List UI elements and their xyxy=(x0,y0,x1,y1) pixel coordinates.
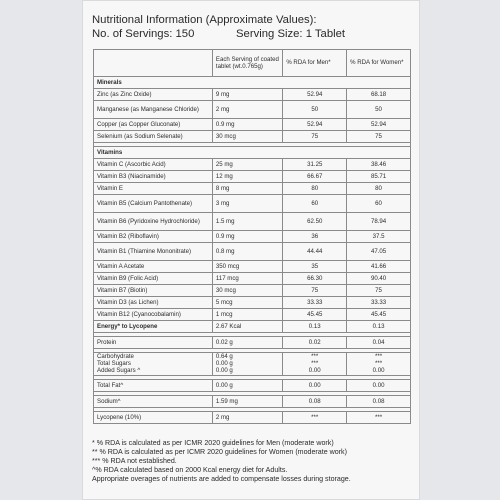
row-amount: 0.8 mg xyxy=(212,243,282,261)
row-amount: 0.00 g xyxy=(212,379,282,391)
table-header-row xyxy=(94,50,411,77)
footnote: *** % RDA not established. xyxy=(92,456,177,465)
row-name: Vitamin D3 (as Lichen) xyxy=(94,297,213,309)
row-rda-women: *** xyxy=(375,360,383,368)
row-amount: 9 mg xyxy=(212,89,282,101)
row-rda-women: 68.18 xyxy=(347,89,411,101)
row-rda-men: 75 xyxy=(283,285,347,297)
row-rda-women: 0.00 xyxy=(372,367,385,375)
footnotes xyxy=(92,439,351,484)
section-vitamins: Vitamins xyxy=(94,147,411,159)
row-amount: 30 mcg xyxy=(212,131,282,143)
row-rda-women: 41.66 xyxy=(347,261,411,273)
row-rda-men: 31.25 xyxy=(283,159,347,171)
row-rda-men: 36 xyxy=(283,231,347,243)
row-rda-men: 0.00 xyxy=(283,379,347,391)
servings-count: No. of Servings: 150 xyxy=(92,28,195,40)
row-amount: 0.00 g xyxy=(215,360,233,368)
row-name-group xyxy=(94,353,213,376)
row-rda-men: 0.13 xyxy=(283,321,347,333)
row-rda-women: 75 xyxy=(347,131,411,143)
table-row xyxy=(94,285,411,297)
row-rda-men: 44.44 xyxy=(283,243,347,261)
label-header xyxy=(92,13,345,41)
row-rda-men: 0.00 xyxy=(308,367,321,375)
row-amount: 0.9 mg xyxy=(212,231,282,243)
row-amount: 2 mg xyxy=(212,101,282,119)
row-name: Manganese (as Manganese Chloride) xyxy=(94,101,213,119)
row-rda-men: 0.02 xyxy=(283,337,347,349)
row-name: Energy* to Lycopene xyxy=(94,321,213,333)
table-row xyxy=(94,101,411,119)
row-name: Vitamin B9 (Folic Acid) xyxy=(94,273,213,285)
row-name: Vitamin B1 (Thiamine Mononitrate) xyxy=(94,243,213,261)
row-rda-men: 80 xyxy=(283,183,347,195)
row-rda-women: 45.45 xyxy=(347,309,411,321)
row-rda-women: *** xyxy=(347,411,411,423)
row-rda-men: 52.94 xyxy=(283,119,347,131)
row-amount: 0.9 mg xyxy=(212,119,282,131)
row-rda-women: 90.40 xyxy=(347,273,411,285)
row-rda-women: 75 xyxy=(347,285,411,297)
row-rda-men: 33.33 xyxy=(283,297,347,309)
row-amount: 25 mg xyxy=(212,159,282,171)
table-row xyxy=(94,213,411,231)
row-rda-men: 45.45 xyxy=(283,309,347,321)
row-rda-men: *** xyxy=(283,411,347,423)
row-amount: 0.00 g xyxy=(215,367,233,375)
row-name: Vitamin B2 (Riboflavin) xyxy=(94,231,213,243)
row-name: Vitamin B12 (Cyanocobalamin) xyxy=(94,309,213,321)
row-rda-women: 80 xyxy=(347,183,411,195)
table-row-carbohydrate xyxy=(94,353,411,376)
row-rda-women: 47.05 xyxy=(347,243,411,261)
row-rda-women: 38.46 xyxy=(347,159,411,171)
row-rda-men: 66.67 xyxy=(283,171,347,183)
row-amount: 5 mcg xyxy=(212,297,282,309)
serving-size: Serving Size: 1 Tablet xyxy=(236,28,346,40)
row-amount-group xyxy=(212,353,282,376)
row-name: Vitamin E xyxy=(94,183,213,195)
row-rda-men: 75 xyxy=(283,131,347,143)
row-name: Total Fat^ xyxy=(94,379,213,391)
row-rda-women: 0.00 xyxy=(347,379,411,391)
footnote: Appropriate overages of nutrients are added to compensate losses during storage. xyxy=(92,474,351,483)
row-rda-men: 60 xyxy=(283,195,347,213)
row-name: Vitamin B6 (Pyridoxine Hydrochloride) xyxy=(94,213,213,231)
table-row xyxy=(94,171,411,183)
row-amount: 1 mcg xyxy=(212,309,282,321)
table-row xyxy=(94,261,411,273)
row-amount: 3 mg xyxy=(212,195,282,213)
header-serving: Each Serving of coated tablet (wt.0.765g) xyxy=(212,50,282,77)
header-rda-men: % RDA for Men* xyxy=(283,50,347,77)
minerals-rows xyxy=(94,89,411,143)
row-rda-men: 52.94 xyxy=(283,89,347,101)
row-name: Added Sugars ^ xyxy=(97,367,141,375)
row-rda-women: 0.08 xyxy=(347,395,411,407)
table-row xyxy=(94,309,411,321)
table-row xyxy=(94,183,411,195)
row-rda-women: 78.94 xyxy=(347,213,411,231)
row-name: Carbohydrate xyxy=(97,353,134,360)
table-row xyxy=(94,131,411,143)
row-name: Vitamin C (Ascorbic Acid) xyxy=(94,159,213,171)
row-name: Vitamin B7 (Biotin) xyxy=(94,285,213,297)
row-rda-women: 0.13 xyxy=(347,321,411,333)
row-name: Copper (as Copper Gluconate) xyxy=(94,119,213,131)
row-amount: 0.02 g xyxy=(212,337,282,349)
header-rda-women: % RDA for Women* xyxy=(347,50,411,77)
row-name: Vitamin A Acetate xyxy=(94,261,213,273)
row-name: Selenium (as Sodium Selenate) xyxy=(94,131,213,143)
table-row xyxy=(94,119,411,131)
row-rda-women: 33.33 xyxy=(347,297,411,309)
table-row-lycopene xyxy=(94,411,411,423)
footnote: * % RDA is calculated as per ICMR 2020 guidelines for Men (moderate work) xyxy=(92,439,334,447)
row-name: Protein xyxy=(94,337,213,349)
row-amount: 8 mg xyxy=(212,183,282,195)
row-rda-women: 85.71 xyxy=(347,171,411,183)
row-rda-men: *** xyxy=(311,360,319,368)
row-amount: 2 mg xyxy=(212,411,282,423)
row-name: Lycopene (10%) xyxy=(94,411,213,423)
section-minerals: Minerals xyxy=(94,77,411,89)
row-rda-women: 60 xyxy=(347,195,411,213)
table-row xyxy=(94,195,411,213)
row-rda-women-group xyxy=(347,353,411,376)
row-name: Total Sugars xyxy=(97,360,131,368)
row-rda-women: 0.04 xyxy=(347,337,411,349)
row-rda-men: 0.08 xyxy=(283,395,347,407)
table-row xyxy=(94,273,411,285)
row-amount: 0.64 g xyxy=(215,353,233,360)
row-rda-men: 50 xyxy=(283,101,347,119)
row-amount: 1.59 mg xyxy=(212,395,282,407)
row-rda-women: 50 xyxy=(347,101,411,119)
header-blank xyxy=(94,50,213,77)
row-name: Zinc (as Zinc Oxide) xyxy=(94,89,213,101)
footnote: ^% RDA calculated based on 2000 Kcal energy diet for Adults. xyxy=(92,465,288,474)
row-rda-women: 52.94 xyxy=(347,119,411,131)
row-name: Sodium^ xyxy=(94,395,213,407)
row-amount: 30 mcg xyxy=(212,285,282,297)
row-amount: 117 mcg xyxy=(212,273,282,285)
row-rda-men: 66.30 xyxy=(283,273,347,285)
nutrition-label-card xyxy=(82,0,420,500)
table-row xyxy=(94,159,411,171)
table-row-protein xyxy=(94,337,411,349)
row-rda-men: 62.50 xyxy=(283,213,347,231)
row-rda-women: *** xyxy=(375,353,383,360)
table-row-energy xyxy=(94,321,411,333)
table-row xyxy=(94,231,411,243)
row-rda-men: *** xyxy=(311,353,319,360)
row-name: Vitamin B3 (Niacinamide) xyxy=(94,171,213,183)
table-row xyxy=(94,297,411,309)
row-name: Vitamin B5 (Calcium Pantothenate) xyxy=(94,195,213,213)
row-rda-men: 35 xyxy=(283,261,347,273)
label-title: Nutritional Information (Approximate Values): xyxy=(92,14,317,26)
nutrition-table xyxy=(93,49,411,424)
table-row-fat xyxy=(94,379,411,391)
table-row xyxy=(94,243,411,261)
table-row-sodium xyxy=(94,395,411,407)
row-amount: 1.5 mg xyxy=(212,213,282,231)
table-row xyxy=(94,89,411,101)
vitamins-rows xyxy=(94,159,411,321)
footnote: ** % RDA is calculated as per ICMR 2020 guidelines for Women (moderate work) xyxy=(92,447,347,456)
row-amount: 2.67 Kcal xyxy=(212,321,282,333)
row-amount: 12 mg xyxy=(212,171,282,183)
row-rda-women: 37.5 xyxy=(347,231,411,243)
row-amount: 350 mcg xyxy=(212,261,282,273)
row-rda-men-group xyxy=(283,353,347,376)
